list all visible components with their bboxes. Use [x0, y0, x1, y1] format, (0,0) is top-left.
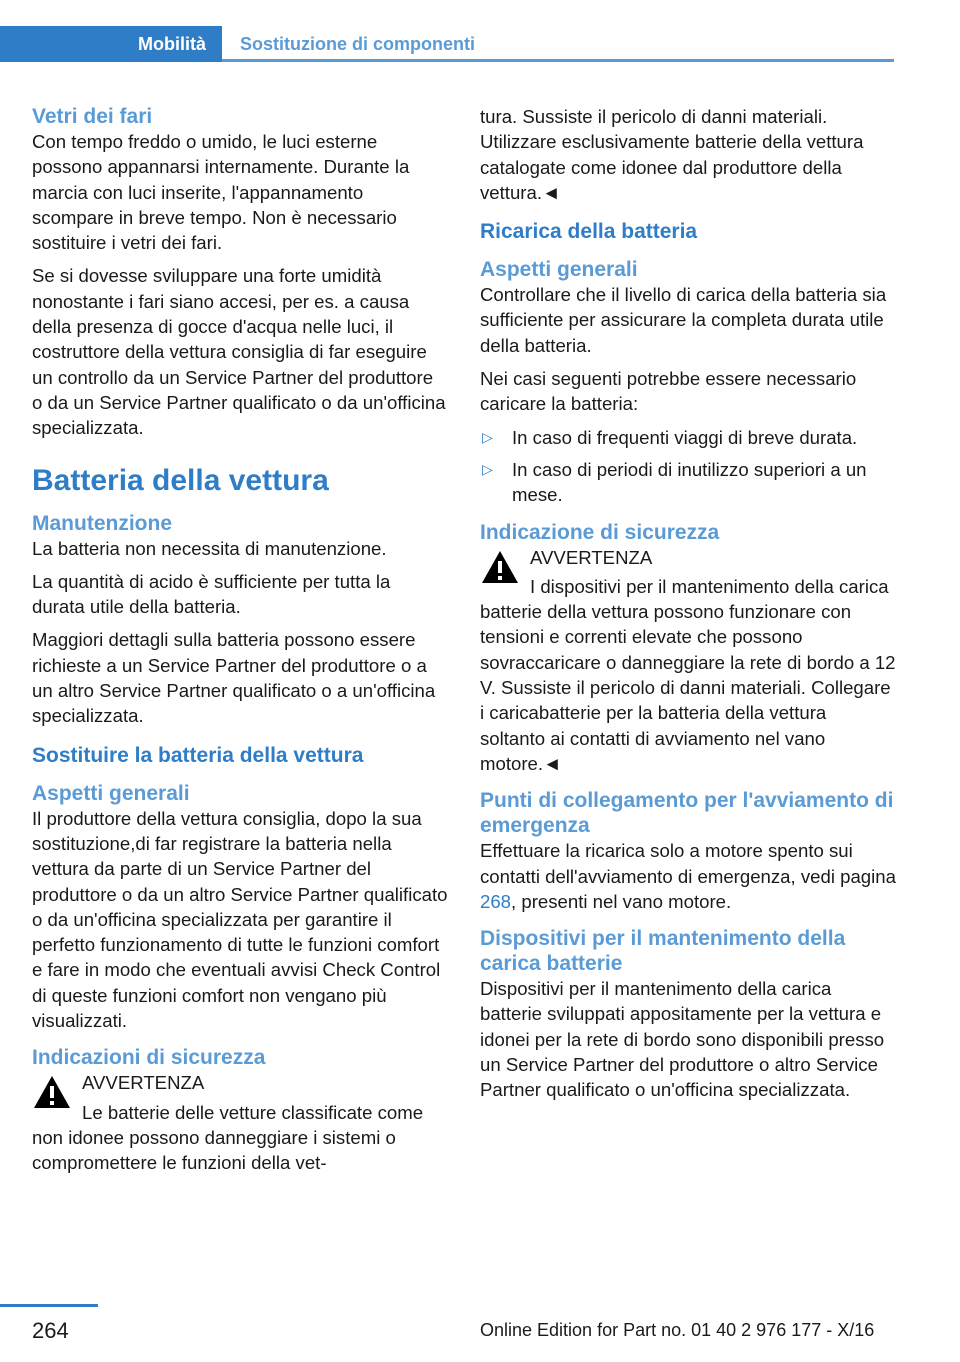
chapter-title: Sostituzione di componenti — [240, 34, 475, 54]
heading-punti: Punti di collegamento per l'avviamento di emergenza — [480, 789, 894, 838]
paragraph — [480, 838, 896, 914]
page-header — [0, 26, 894, 62]
bullet-list — [480, 425, 896, 508]
paragraph: Il produttore della vettura consiglia, dopo la sua sostituzione,di far registrare la batteria nella vettura da parte di un Service Partner del produttore o da un altro Service Partner qualificato o da un'officina specializzata per garantire il perfetto funzionamento di tutte le funzioni comfort e fare in modo che eventuali avvisi Check Control di queste funzioni comfort non vengano più visualizzati. — [32, 807, 448, 1032]
paragraph: La quantità di acido è sufficiente per tutta la durata utile della batteria. — [32, 570, 391, 618]
paragraph: La batteria non necessita di manutenzione. — [32, 537, 387, 559]
paragraph: Con tempo freddo o umido, le luci esterne possono appannarsi internamente. Durante la marcia con luci inserite, l'appannamento scompare in breve tempo. Non è necessario sostituire i vetri dei fari. — [32, 131, 410, 254]
header-rule — [222, 59, 894, 62]
right-column — [480, 104, 896, 1111]
warning-icon — [480, 549, 520, 585]
text-run: , presenti nel vano motore. — [511, 890, 732, 912]
warning-block — [32, 1070, 448, 1175]
heading-dispositivi: Dispositivi per il mantenimento della carica batterie — [480, 927, 846, 976]
heading-manutenzione: Manutenzione — [32, 511, 172, 535]
list-item — [480, 457, 896, 508]
warning-icon — [32, 1074, 72, 1110]
warning-block — [480, 545, 896, 777]
section-label: Mobilità — [138, 34, 206, 54]
warning-title: AVVERTENZA — [82, 1072, 205, 1094]
heading-batteria: Batteria della vettura — [32, 463, 329, 497]
paragraph: Controllare che il livello di carica della batteria sia sufficiente per assicurare la completa durata utile della batteria. — [480, 284, 887, 356]
triangle-bullet-icon: ▷ — [482, 460, 493, 477]
triangle-bullet-icon: ▷ — [482, 428, 493, 445]
heading-ricarica: Ricarica della batteria — [480, 220, 698, 244]
edition-note: Online Edition for Part no. 01 40 2 976 177 - X/16 — [480, 1320, 875, 1340]
heading-sostituire: Sostituire la batteria della vettura — [32, 743, 364, 767]
paragraph: tura. Sussiste il pericolo di danni materiali. Utilizzare esclusivamente batterie della vettura catalogate come idonee dal produttore della vettura.◄ — [480, 106, 864, 203]
section-tab — [0, 26, 222, 62]
warning-title: AVVERTENZA — [530, 546, 653, 568]
footer-rule — [0, 1304, 98, 1307]
list-item-text: In caso di frequenti viaggi di breve durata. — [512, 426, 858, 448]
heading-vetri: Vetri dei fari — [32, 105, 153, 128]
page-number: 264 — [32, 1318, 69, 1343]
left-column — [32, 104, 448, 1184]
list-item — [480, 425, 896, 450]
page-link[interactable]: 268 — [480, 890, 512, 912]
heading-aspetti: Aspetti generali — [32, 781, 190, 805]
warning-text: Le batterie delle vetture classificate come non idonee possono danneggiare i sistemi o compromettere le funzioni della vet- — [32, 1101, 424, 1174]
heading-aspetti-generali: Aspetti generali — [480, 258, 638, 282]
paragraph: Se si dovesse sviluppare una forte umidità nonostante i fari siano accesi, per es. a causa della presenza di gocce d'acqua nelle luci, il costruttore della vettura consiglia di far eseguire un controllo da un Service Partner del produttore o da un Service Partner qualificato o da un'officina specializzata. — [32, 265, 446, 439]
paragraph: Nei casi seguenti potrebbe essere necessario caricare la batteria: — [480, 368, 857, 415]
heading-indicazioni: Indicazioni di sicurezza — [32, 1046, 266, 1070]
paragraph: Maggiori dettagli sulla batteria possono essere richieste a un Service Partner del produttore o a un altro Service Partner qualificato o a un'officina specializzata. — [32, 629, 436, 727]
paragraph: Dispositivi per il mantenimento della carica batterie sviluppati appositamente per la vettura e idonei per la rete di bordo sono disponibili presso un Service Partner del produttore o altro Service Partner qualificato o un'officina specializzata. — [480, 978, 885, 1101]
text-run: Effettuare la ricarica solo a motore spento sui contatti dell'avviamento di emergenza, vedi pagina — [480, 840, 896, 887]
warning-text: I dispositivi per il mantenimento della carica batterie della vettura possono funzionare con tensioni e correnti elevate che possono sovraccaricare o danneggiare la rete di bordo a 12 V. Sussiste il pericolo di danni materiali. Collegare i caricabatterie per la batteria della vettura soltanto ai contatti di avviamento nel vano motore.◄ — [480, 575, 896, 774]
list-item-text: In caso di periodi di inutilizzo superiori a un mese. — [512, 458, 867, 506]
heading-indicazione: Indicazione di sicurezza — [480, 520, 720, 544]
